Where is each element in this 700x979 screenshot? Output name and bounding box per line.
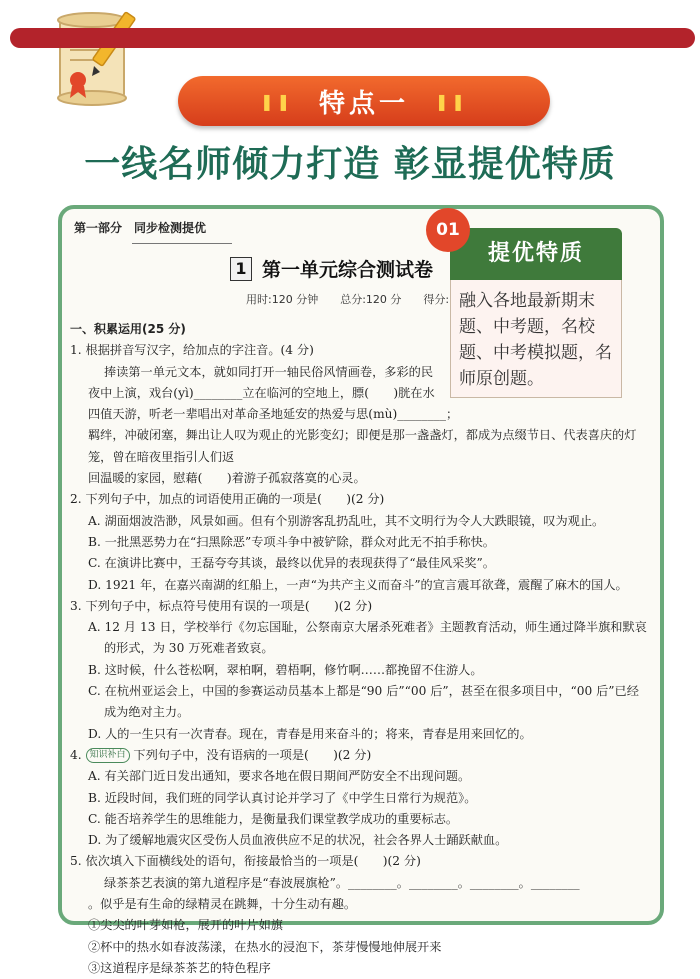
exam-meta: 用时:120 分钟 总分:120 分 得分: — [246, 293, 450, 306]
q5-passage-line: 。似乎是有生命的绿精灵在跳舞，十分生动有趣。 — [88, 897, 357, 912]
unit-number: 1 — [230, 257, 252, 281]
q3-option-d: D. 人的一生只有一次青春。现在，青春是用来奋斗的；将来，青春是用来回忆的。 — [88, 726, 532, 741]
top-red-bar — [10, 28, 695, 48]
part1-heading: 一、积累运用(25 分) — [70, 322, 186, 336]
feature-box-body: 融入各地最新期末题、中考题，名校题、中考模拟题，名师原创题。 — [450, 280, 622, 398]
feature-number-badge: 01 — [426, 208, 470, 252]
q2-option-b: B. 一批黑恶势力在“扫黑除恶”专项斗争中被铲除，群众对此无不拍手称快。 — [88, 534, 495, 549]
q5-passage-line: 绿茶茶艺表演的第九道程序是“春波展旗枪”。________。________。________。________ — [104, 875, 580, 890]
q3-option-c: C. 在杭州亚运会上，中国的参赛运动员基本上都是“90 后”“00 后”，甚至在很多项目中，“00 后”已经 — [88, 684, 639, 699]
q3-option-b: B. 这时候，什么苍松啊，翠柏啊，碧梧啊，修竹啊……都挽留不住游人。 — [88, 662, 483, 677]
question-5: 5. 依次填入下面横线处的语句，衔接最恰当的一项是( )(2 分) — [70, 854, 421, 869]
scroll-certificate-icon — [42, 6, 152, 106]
feature-pill-label: 特点一 — [318, 88, 409, 119]
question-4-text: 下列句子中，没有语病的一项是( )(2 分) — [133, 747, 372, 762]
q5-option-3: ③这道程序是绿茶茶艺的特色程序 — [88, 960, 271, 975]
q1-passage-line: 四值天游，听老一辈唱出对革命圣地延安的热爱与思(mù)________； — [88, 407, 459, 422]
question-3: 3. 下列句子中，标点符号使用有误的一项是( )(2 分) — [70, 598, 373, 613]
q4-option-d: D. 为了缓解地震灾区受伤人员血液供应不足的状况，社会各界人士踊跃献血。 — [88, 833, 508, 848]
q2-option-d: D. 1921 年，在嘉兴南湖的红船上，一声“为共产主义而奋斗”的宣言震耳欲聋，震醒了麻木的国人。 — [88, 577, 628, 592]
q5-option-2: ②杯中的热水如春波荡漾，在热水的浸泡下，茶芽慢慢地伸展开来 — [88, 939, 442, 954]
q3-option-a: A. 12 月 13 日，学校举行《勿忘国耻，公祭南京大屠杀死难者》主题教育活动，师生通过降半旗和默哀 — [88, 620, 647, 635]
section-title: 第一部分 同步检测提优 — [74, 221, 207, 235]
question-1: 1. 根据拼音写汉字，给加点的字注音。(4 分) — [70, 343, 314, 358]
q3-option-a-cont: 的形式，为 30 万死难者致哀。 — [104, 641, 274, 656]
q3-option-c-cont: 成为绝对主力。 — [104, 705, 190, 720]
q4-option-b: B. 近段时间，我们班的同学认真讨论并学习了《中学生日常行为规范》。 — [88, 790, 477, 805]
headline: 一线名师倾力打造 彰显提优特质 — [84, 144, 616, 185]
unit-title — [230, 255, 433, 282]
q1-passage-line: 捧读第一单元文本，就如同打开一轴民俗风情画卷，多彩的民 — [104, 364, 434, 379]
question-4: 4. 知识补白 下列句子中，没有语病的一项是( )(2 分) — [70, 747, 372, 762]
quote-marks-right: ❚❚ — [435, 91, 468, 111]
q1-passage-line: 回温暖的家园，慰藉( )着游子孤寂落寞的心灵。 — [88, 471, 366, 486]
feature-pill — [178, 76, 550, 126]
q5-option-1: ①尖尖的叶芽如枪，展开的叶片如旗 — [88, 918, 283, 933]
q4-option-c: C. 能否培养学生的思维能力，是衡量我们课堂教学成功的重要标志。 — [88, 811, 459, 826]
section-divider — [132, 243, 232, 244]
feature-box-title: 提优特质 — [450, 228, 622, 280]
q1-passage-line: 羁绊，冲破闭塞，舞出让人叹为观止的光影变幻；即便是那一盏盏灯，都成为点缀节日、代表喜庆的灯笼，曾在暗夜里指引人们返 — [88, 428, 637, 464]
unit-title-text: 第一单元综合测试卷 — [262, 259, 434, 281]
q2-option-c: C. 在演讲比赛中，王磊夸夸其谈，最终以优异的表现获得了“最佳风采奖”。 — [88, 556, 495, 571]
quote-marks-left: ❚❚ — [260, 91, 293, 111]
question-2: 2. 下列句子中，加点的词语使用正确的一项是( )(2 分) — [70, 492, 385, 507]
q2-option-a: A. 湖面烟波浩渺，风景如画。但有个别游客乱扔乱吐，其不文明行为令人大跌眼镜，叹为观止。 — [88, 513, 605, 528]
knowledge-badge: 知识补白 — [86, 748, 130, 763]
q4-option-a: A. 有关部门近日发出通知，要求各地在假日期间严防安全不出现问题。 — [88, 769, 471, 784]
q1-passage-line: 夜中上演，戏台(yì)________立在临河的空地上，膘( )胱在水 — [88, 385, 435, 400]
exam-content — [70, 319, 652, 979]
